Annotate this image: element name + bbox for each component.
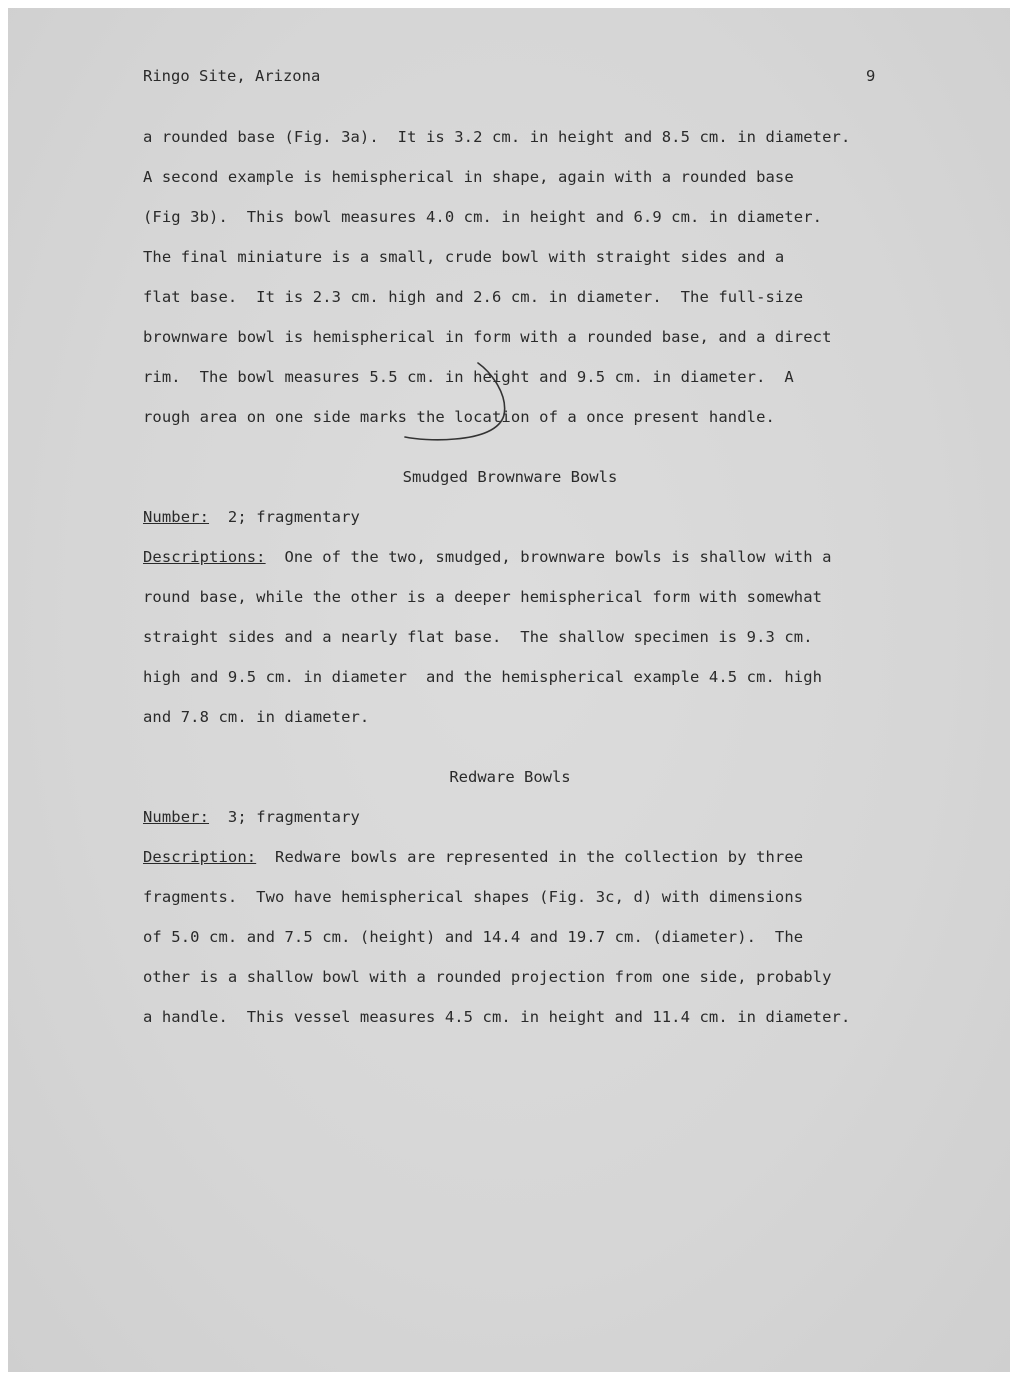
running-title: Ringo Site, Arizona [143, 67, 321, 85]
redware-desc-line: of 5.0 cm. and 7.5 cm. (height) and 14.4 and 19.7 cm. (diameter). The [143, 928, 804, 946]
number-value: 3; fragmentary [209, 808, 360, 826]
para1-line: The final miniature is a small, crude bowl with straight sides and a [143, 248, 785, 266]
para1-line: rim. The bowl measures 5.5 cm. in height and 9.5 cm. in diameter. A [143, 368, 794, 386]
redware-desc-line: fragments. Two have hemispherical shapes (Fig. 3c, d) with dimensions [143, 888, 804, 906]
smudged-desc-line: straight sides and a nearly flat base. The shallow specimen is 9.3 cm. [143, 628, 813, 646]
description-label: Descriptions: [143, 548, 266, 566]
number-value: 2; fragmentary [209, 508, 360, 526]
redware-desc-line: other is a shallow bowl with a rounded projection from one side, probably [143, 968, 832, 986]
section-heading-smudged: Smudged Brownware Bowls [402, 468, 618, 486]
smudged-desc-line: high and 9.5 cm. in diameter and the hemispherical example 4.5 cm. high [143, 668, 823, 686]
para1-line: (Fig 3b). This bowl measures 4.0 cm. in height and 6.9 cm. in diameter. [143, 208, 823, 226]
page-number: 9 [866, 67, 876, 85]
description-text: Redware bowls are represented in the collection by three [256, 848, 804, 866]
smudged-number [143, 508, 360, 526]
description-text: One of the two, smudged, brownware bowls is shallow with a [265, 548, 832, 566]
para1-line: flat base. It is 2.3 cm. high and 2.6 cm. in diameter. The full-size [143, 288, 804, 306]
number-label: Number: [143, 508, 210, 526]
redware-number [143, 808, 360, 826]
para1-line: brownware bowl is hemispherical in form with a rounded base, and a direct [143, 328, 832, 346]
redware-desc-line: a handle. This vessel measures 4.5 cm. in height and 11.4 cm. in diameter. [143, 1008, 851, 1026]
number-label: Number: [143, 808, 210, 826]
smudged-description [143, 548, 832, 566]
section-heading-redware: Redware Bowls [449, 768, 571, 786]
para1-line: A second example is hemispherical in shape, again with a rounded base [143, 168, 794, 186]
pen-mark-icon [400, 355, 550, 455]
description-label: Description: [143, 848, 257, 866]
para1-line: rough area on one side marks the location of a once present handle. [143, 408, 775, 426]
redware-description [143, 848, 803, 866]
para1-line: a rounded base (Fig. 3a). It is 3.2 cm. in height and 8.5 cm. in diameter. [143, 128, 851, 146]
smudged-desc-line: round base, while the other is a deeper hemispherical form with somewhat [143, 588, 823, 606]
smudged-desc-line: and 7.8 cm. in diameter. [143, 708, 370, 726]
